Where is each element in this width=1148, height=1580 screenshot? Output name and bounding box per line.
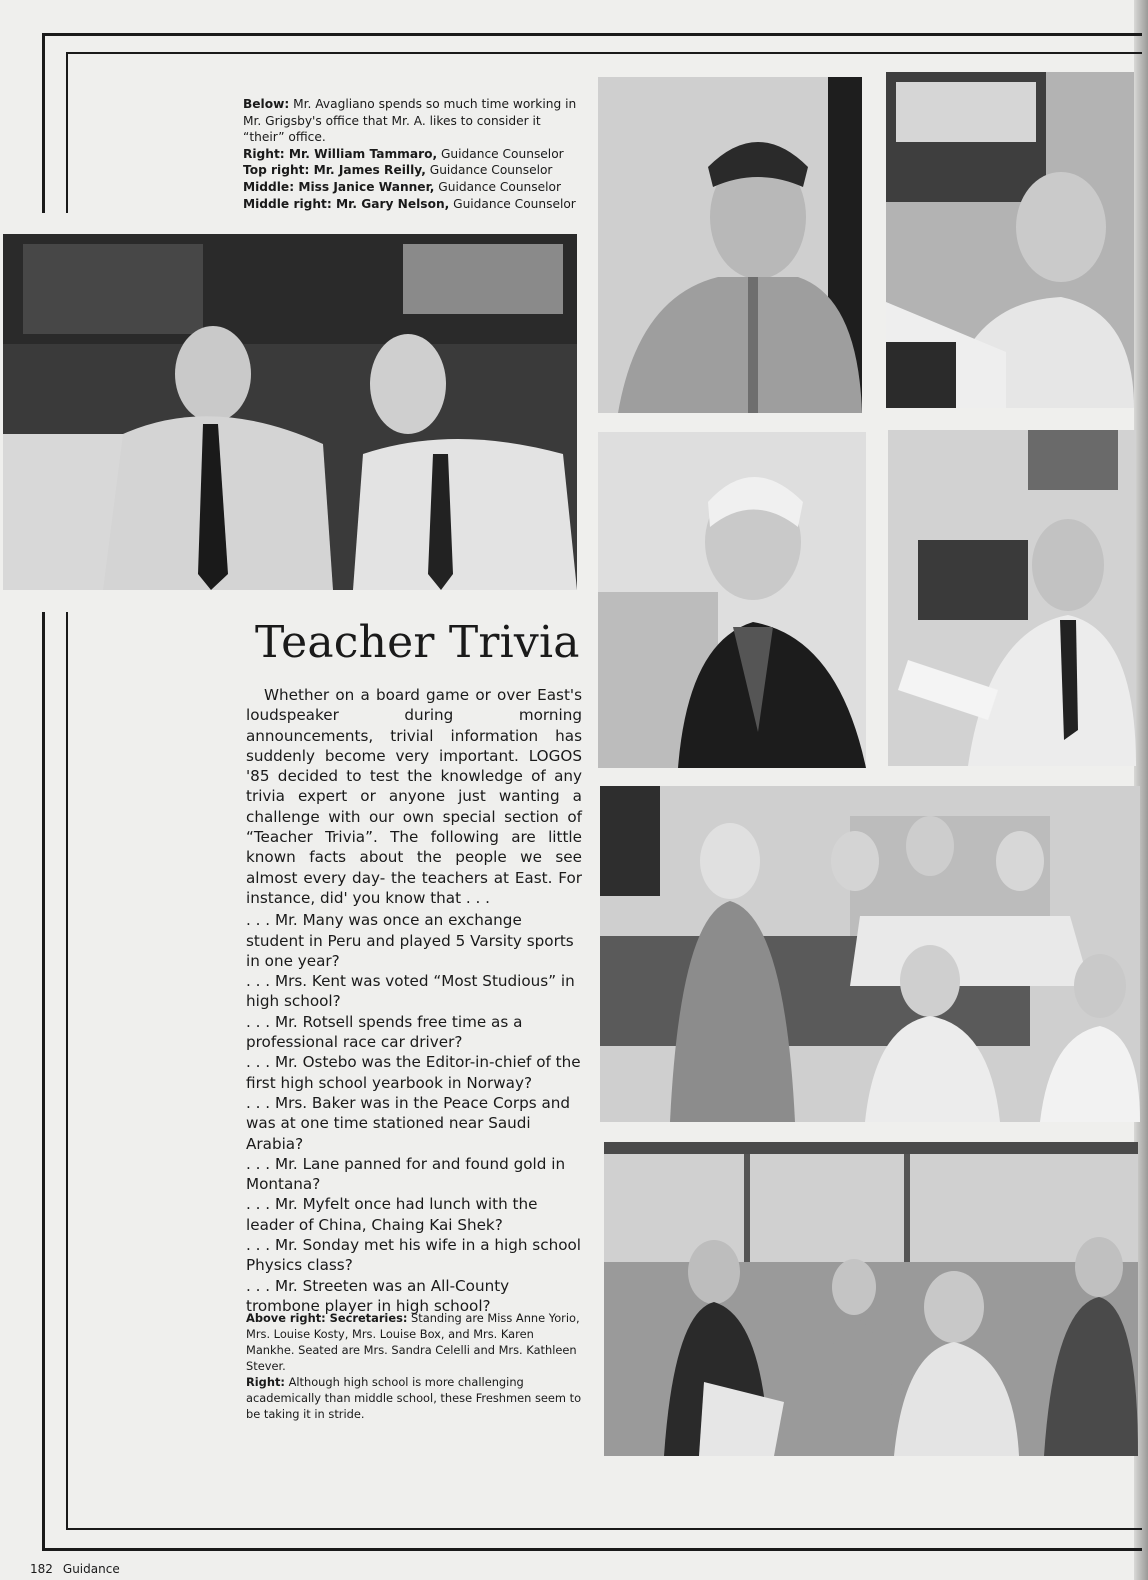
photo-tammaro [598,77,862,413]
freshmen-caption: Right: Although high school is more challenging academically than middle school, these Freshmen seem to be taking it in stride. [246,1375,582,1421]
bottom-outer-rule [42,1548,1142,1551]
article-intro: Whether on a board game or over East's loudspeaker during morning announcements, trivial information has suddenly become very important. LOGOS '85 decided to test the knowledge of any trivia expert or anyone just wanting a challenge with our own special section of “Teacher Trivia”. The following are little known facts about the people we see almost every day- the teachers at East. For instance, did' you know that . . . [246,686,582,907]
page-number: 182 [30,1562,53,1576]
left-outer-rule-lower [42,612,45,1550]
photo-counselors-office [3,234,577,590]
top-inner-rule [66,52,1142,54]
photo-caption-bottom [246,1310,582,1422]
caption-line: Top right: Mr. James Reilly, Guidance Counselor [243,163,553,178]
article-title: Teacher Trivia [255,617,580,668]
counselor-caption [243,96,579,212]
trivia-item: . . . Mr. Streeten was an All-County trombone player in high school? [246,1276,510,1315]
caption-line: Below: Mr. Avagliano spends so much time working in Mr. Grigsby's office that Mr. A. likes to consider it “their” office. [243,97,577,145]
photo-reilly [886,72,1134,408]
trivia-item: . . . Mr. Lane panned for and found gold in Montana? [246,1154,566,1194]
left-inner-rule-upper [66,52,68,213]
top-outer-rule [42,33,1142,36]
trivia-list [246,910,582,1316]
trivia-item: . . . Mr. Ostebo was the Editor-in-chief of the first high school yearbook in Norway? [246,1053,581,1092]
page-folio [30,1562,130,1576]
trivia-item: . . . Mrs. Baker was in the Peace Corps and was at one time stationed near Saudi Arabia? [246,1093,571,1153]
trivia-item: . . . Mr. Many was once an exchange student in Peru and played 5 Varsity sports in one year? [246,911,574,970]
caption-line: Right: Mr. William Tammaro, Guidance Counselor [243,146,564,161]
section-name: Guidance [62,1562,120,1576]
left-outer-rule-upper [42,33,45,213]
photo-wanner [598,432,866,768]
caption-line: Middle right: Mr. Gary Nelson, Guidance Counselor [243,196,576,211]
secretaries-caption: Above right: Secretaries: Standing are Miss Anne Yorio, Mrs. Louise Kosty, Mrs. Louise Box, and Mrs. Karen Mankhe. Seated are Mrs. Sandra Celelli and Mrs. Kathleen Stever. [246,1311,580,1373]
photo-secretaries [600,786,1140,1122]
caption-line: Middle: Miss Janice Wanner, Guidance Counselor [243,179,561,194]
left-inner-rule-lower [66,612,68,1530]
trivia-item: . . . Mr. Rotsell spends free time as a professional race car driver? [246,1012,523,1052]
photo-freshmen-classroom [604,1142,1138,1456]
photo-nelson [888,430,1136,766]
bottom-inner-rule [66,1528,1142,1530]
trivia-item: . . . Mr. Myfelt once had lunch with the leader of China, Chaing Kai Shek? [246,1195,538,1234]
trivia-item: . . . Mr. Sonday met his wife in a high school Physics class? [246,1236,581,1275]
article-body [246,685,582,1316]
trivia-item: . . . Mrs. Kent was voted “Most Studious” in high school? [246,972,575,1011]
